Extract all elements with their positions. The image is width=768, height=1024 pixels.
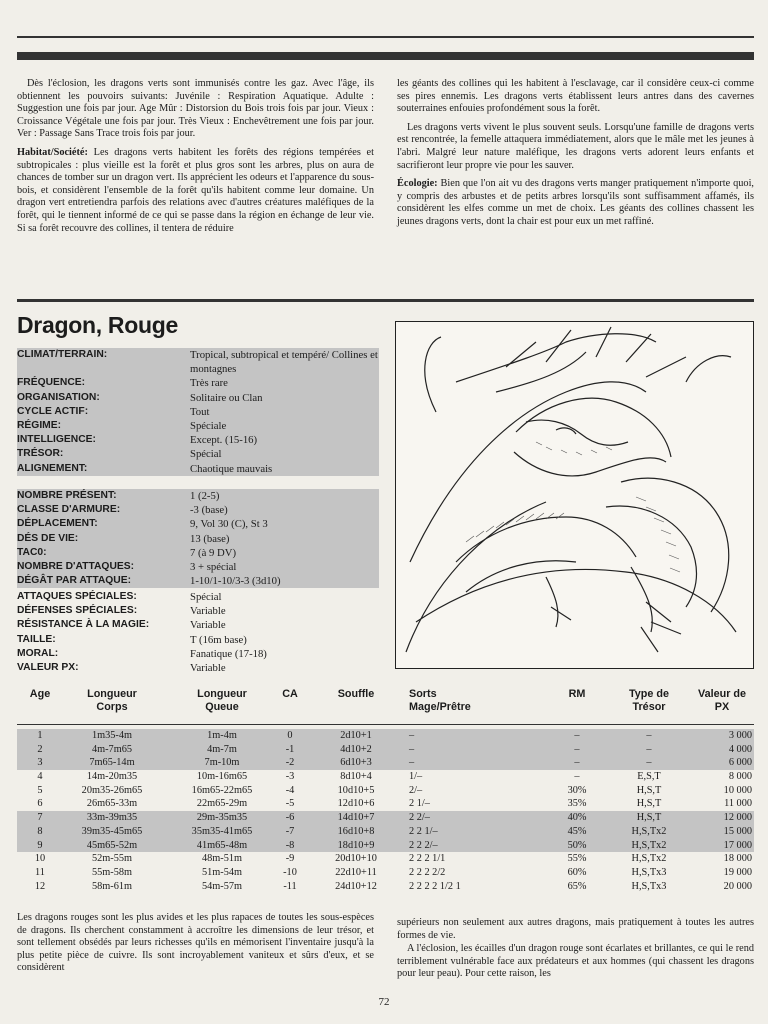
table-cell: 30% <box>567 784 587 796</box>
table-cell: H,S,T <box>636 812 662 824</box>
table-cell: 35% <box>567 798 587 810</box>
stat-label: INTELLIGENCE: <box>17 434 96 446</box>
table-cell: 39m35-45m65 <box>81 825 143 837</box>
table-cell: 11 <box>35 866 45 878</box>
col-sorts: Sorts Mage/Prêtre <box>409 688 471 713</box>
stat-row <box>17 503 379 517</box>
table-cell: 14m-20m35 <box>86 771 138 783</box>
stat-block-special <box>17 590 379 675</box>
paragraph-superieurs: supérieurs non seulement aux autres dragons, mais pratiquement à toutes les autres formes de vie. <box>397 917 754 941</box>
table-cell: 4d10+2 <box>340 743 372 755</box>
table-cell: H,S,Tx2 <box>631 853 667 865</box>
table-cell: 10 <box>34 853 46 865</box>
table-cell: – <box>409 743 415 755</box>
table-cell: 4m-7m <box>207 743 237 755</box>
table-cell: 16d10+8 <box>337 825 375 837</box>
stat-value: Variable <box>190 619 226 632</box>
table-cell: 4 000 <box>728 743 752 755</box>
table-cell: 2 2/– <box>409 812 430 824</box>
table-cell: E,S,T <box>637 771 661 783</box>
table-cell: H,S,Tx2 <box>631 825 667 837</box>
table-cell: 22d10+11 <box>335 866 377 878</box>
table-cell: -8 <box>285 839 295 851</box>
col-ca: CA <box>282 688 298 700</box>
table-cell: 2 1/– <box>409 798 430 810</box>
top-right-column <box>397 78 754 235</box>
table-cell: 58m-61m <box>91 880 133 892</box>
table-cell: 1/– <box>409 771 423 783</box>
stat-value: 1 (2-5) <box>190 490 220 502</box>
stat-label: RÉGIME: <box>17 420 62 432</box>
stat-value: T (16m base) <box>190 633 247 646</box>
table-cell: 12 <box>34 880 46 892</box>
table-cell: 7m65-14m <box>89 757 135 769</box>
stat-value: Except. (15-16) <box>190 434 258 447</box>
ecology-label: Écologie: <box>397 178 438 190</box>
table-row <box>17 743 754 757</box>
stat-label: CYCLE ACTIF: <box>17 405 89 417</box>
stat-label: CLIMAT/TERRAIN: <box>17 349 108 360</box>
section-rule <box>17 299 754 302</box>
table-cell: 5 <box>37 784 43 796</box>
table-cell: -2 <box>285 757 295 769</box>
paragraph-habitat <box>17 147 374 235</box>
stat-value: Spéciale <box>190 420 227 433</box>
table-cell: 35m35-41m65 <box>191 825 253 837</box>
stat-value: Variable <box>190 662 226 675</box>
table-cell: 8 <box>37 825 43 837</box>
table-cell: – <box>646 730 652 741</box>
table-header-rule <box>17 724 754 725</box>
table-cell: -5 <box>285 798 295 810</box>
table-cell: 18 000 <box>723 853 752 865</box>
table-cell: 6 000 <box>728 757 752 769</box>
table-cell: -3 <box>285 771 295 783</box>
table-cell: 7m-10m <box>204 757 240 769</box>
table-cell: 45m65-52m <box>86 839 138 851</box>
table-row <box>17 811 754 825</box>
stat-label: ALIGNEMENT: <box>17 462 88 474</box>
table-row <box>17 756 754 770</box>
stat-label: FRÉQUENCE: <box>17 377 86 389</box>
stat-row <box>17 447 379 461</box>
stat-value: Tout <box>190 405 210 418</box>
table-cell: 7 <box>37 812 43 824</box>
table-cell: 50% <box>567 839 587 851</box>
table-cell: -1 <box>285 743 295 755</box>
table-cell: 20d10+10 <box>335 853 377 865</box>
paragraph-eclosion: A l'éclosion, les écailles d'un dragon rouge sont écarlates et brillantes, ce qui le rend terriblement vulnérable face aux prédateurs et aux hommes (qui chassent les dragons pour leur peau). Pour cette raison, les <box>397 943 754 980</box>
stat-value: 9, Vol 30 (C), St 3 <box>190 518 268 531</box>
stat-value: Spécial <box>190 591 222 603</box>
paragraph-ecology <box>397 178 754 228</box>
table-cell: 26m65-33m <box>86 798 138 810</box>
table-cell: 55% <box>567 853 587 865</box>
table-cell: 2 2 2 2 1/2 1 <box>409 880 461 892</box>
stat-value: Solitaire ou Clan <box>190 391 263 404</box>
age-table-header <box>17 688 754 722</box>
paragraph-giants: les géants des collines qui les habitent à l'esclavage, car il considère ceux-ci comme ses pires ennemis. Les dragons verts établissent leurs antres dans des cavernes souterraines enfouies profondément sous la forêt. <box>397 78 754 115</box>
stat-row <box>17 376 379 390</box>
stat-label: DÉPLACEMENT: <box>17 518 98 530</box>
top-rule <box>17 36 754 38</box>
table-cell: H,S,Tx3 <box>631 880 667 892</box>
table-cell: 60% <box>567 866 587 878</box>
stat-row <box>17 517 379 531</box>
table-cell: 20 000 <box>723 880 752 892</box>
table-cell: 12 000 <box>723 812 752 824</box>
col-rm: RM <box>568 688 586 700</box>
table-cell: 2d10+1 <box>340 730 372 741</box>
table-cell: H,S,T <box>636 784 662 796</box>
stat-row <box>17 647 379 661</box>
table-cell: 54m-57m <box>201 880 243 892</box>
stat-row <box>17 348 379 376</box>
stat-label: VALEUR PX: <box>17 662 79 674</box>
table-row <box>17 784 754 798</box>
stat-row <box>17 560 379 574</box>
table-cell: 10 000 <box>723 784 752 796</box>
table-cell: -7 <box>285 825 295 837</box>
table-cell: -9 <box>285 853 295 865</box>
stat-label: MORAL: <box>17 647 59 659</box>
stat-label: ATTAQUES SPÉCIALES: <box>17 591 137 602</box>
age-table-body <box>17 729 754 893</box>
table-cell: 15 000 <box>723 825 752 837</box>
page-number: 72 <box>378 996 390 1008</box>
table-cell: 51m-54m <box>201 866 243 878</box>
table-cell: 18d10+9 <box>337 839 375 851</box>
table-cell: 17 000 <box>723 839 752 851</box>
stat-block-general <box>17 348 379 476</box>
page-title: Dragon, Rouge <box>17 312 178 338</box>
stat-label: DÉGÂT PAR ATTAQUE: <box>17 575 132 587</box>
table-cell: 14d10+7 <box>337 812 375 824</box>
paragraph-family: Les dragons verts vivent le plus souvent seuls. Lorsqu'une famille de dragons verts est rencontrée, la femelle attaquera immédiatement, alors que le mâle met les jeunes à l'abri. Malgré leur nature maléfique, les dragons verts adorent leurs enfants et sacrifieront leur propre vie pour les sauver. <box>397 121 754 171</box>
col-age: Age <box>29 688 51 700</box>
table-cell: 2 2 1/– <box>409 825 438 837</box>
stat-label: DÉS DE VIE: <box>17 532 79 544</box>
table-cell: 45% <box>567 825 587 837</box>
stat-value: 13 (base) <box>190 532 230 545</box>
stat-row <box>17 391 379 405</box>
stat-row <box>17 590 379 604</box>
habitat-label: Habitat/Société: <box>17 146 88 158</box>
ecology-text: Bien que l'on ait vu des dragons verts manger pratiquement n'importe quoi, y compris des arbustes et de petits arbres lorsqu'ils sont suffisamment affamés, ils considèrent les elfes comme un met de choix. Les géants des collines chassent les jeunes dragons verts, dont la chair est pour eux un met raffiné. <box>397 178 754 227</box>
table-cell: H,S,Tx3 <box>631 866 667 878</box>
table-cell: -4 <box>285 784 295 796</box>
stat-value: Fanatique (17-18) <box>190 647 267 660</box>
stat-row <box>17 618 379 632</box>
table-cell: 1m-4m <box>207 730 237 741</box>
table-cell: 20m35-26m65 <box>81 784 143 796</box>
stat-row <box>17 604 379 618</box>
table-cell: 6 <box>37 798 43 810</box>
table-row <box>17 825 754 839</box>
table-cell: 8 000 <box>728 771 752 783</box>
table-cell: 3 000 <box>728 730 752 741</box>
table-row <box>17 770 754 784</box>
table-row <box>17 839 754 853</box>
stat-row <box>17 546 379 560</box>
table-cell: 4 <box>37 771 43 783</box>
table-cell: – <box>574 757 580 769</box>
table-cell: 24d10+12 <box>335 880 377 892</box>
table-cell: 0 <box>287 730 293 741</box>
table-cell: 2 2 2 1/1 <box>409 853 446 865</box>
stat-row <box>17 661 379 675</box>
table-row <box>17 797 754 811</box>
stat-label: CLASSE D'ARMURE: <box>17 504 121 516</box>
table-cell: 33m-39m35 <box>86 812 138 824</box>
table-cell: 65% <box>567 880 587 892</box>
stat-row <box>17 462 379 476</box>
table-cell: 2/– <box>409 784 423 796</box>
stat-row <box>17 633 379 647</box>
stat-label: RÉSISTANCE À LA MAGIE: <box>17 619 150 631</box>
table-cell: – <box>409 730 415 741</box>
table-cell: 19 000 <box>723 866 752 878</box>
stat-value: 3 + spécial <box>190 561 237 574</box>
stat-label: NOMBRE PRÉSENT: <box>17 490 117 501</box>
stat-row <box>17 419 379 433</box>
col-souffle: Souffle <box>337 688 375 700</box>
stat-value: Variable <box>190 605 226 618</box>
table-cell: – <box>574 743 580 755</box>
stat-label: TRÉSOR: <box>17 448 64 460</box>
col-longueur-corps: Longueur Corps <box>87 688 137 713</box>
table-cell: 8d10+4 <box>340 771 372 783</box>
paragraph-powers: Dès l'éclosion, les dragons verts sont immunisés contre les gaz. Avec l'âge, ils obtiennent les pouvoirs suivants: Juvénile : Respiration Aquatique. Adulte : Suggestion une fois par jour. Age Mûr : Distorsion du Bois trois fois par jour. Vieux : Croissance Végétale une fois par jour. Très Vieux : Enchevêtrement une fois par jour. Ver : Passage Sans Trace trois fois par jour. <box>17 78 374 140</box>
stat-label: NOMBRE D'ATTAQUES: <box>17 561 135 573</box>
table-cell: 4m-7m65 <box>91 743 133 755</box>
stat-label: TAILLE: <box>17 633 56 645</box>
stat-row <box>17 433 379 447</box>
stat-row <box>17 489 379 503</box>
stat-label: ORGANISATION: <box>17 391 100 403</box>
top-thick-rule <box>17 52 754 60</box>
table-cell: – <box>646 757 652 769</box>
top-left-column <box>17 78 374 241</box>
table-row <box>17 852 754 866</box>
table-cell: 9 <box>37 839 43 851</box>
bottom-right-column <box>397 917 754 987</box>
table-cell: 2 <box>37 743 43 755</box>
table-cell: 16m65-22m65 <box>191 784 253 796</box>
table-cell: 48m-51m <box>201 853 243 865</box>
table-cell: 22m65-29m <box>196 798 248 810</box>
table-row <box>17 866 754 880</box>
stat-value: Très rare <box>190 377 228 390</box>
table-row <box>17 880 754 894</box>
table-cell: – <box>574 730 580 741</box>
table-row <box>17 729 754 743</box>
stat-value: Chaotique mauvais <box>190 462 273 475</box>
col-px: Valeur de PX <box>697 688 746 713</box>
stat-row <box>17 574 379 588</box>
stat-block-combat <box>17 489 379 588</box>
habitat-text: Les dragons verts habitent les forêts des régions tempérées et subtropicales : plus vieille est la forêt et plus gros sont les arbres, plus on aura de chances de tomber sur un dragon vert. Ils apprécient les odeurs et l'apparence du sous-bois, et considèrent l'ensemble de la forêt qu'ils habitent comme leur domaine. Un dragon vert entretiendra parfois des relations avec d'autres créatures maléfiques de la forêt, qui le tiennent informé de ce qui se passe dans la région en échange de leur vie. Si sa forêt recouvre des collines, il tentera de réduire <box>17 146 374 234</box>
table-cell: 52m-55m <box>91 853 133 865</box>
table-cell: 10d10+5 <box>337 784 375 796</box>
table-cell: 12d10+6 <box>337 798 375 810</box>
col-longueur-queue: Longueur Queue <box>197 688 247 713</box>
stat-value: Spécial <box>190 448 222 461</box>
table-cell: 1 <box>37 730 43 741</box>
stat-value: 1-10/1-10/3-3 (3d10) <box>190 575 281 588</box>
table-cell: – <box>409 757 415 769</box>
table-cell: -10 <box>283 866 297 878</box>
col-tresor: Type de Trésor <box>629 688 669 713</box>
table-cell: 55m-58m <box>91 866 133 878</box>
bottom-left-column <box>17 912 374 981</box>
table-cell: 6d10+3 <box>340 757 372 769</box>
paragraph-rouges: Les dragons rouges sont les plus avides et les plus rapaces de toutes les sous-espèces de dragons. Ils cherchent constamment à accroître les dimensions de leur trésor, et sont tellement obsédés par leurs richesses qu'ils en mémorisent l'inventaire jusqu'à la plus petite pièce de cuivre. Ils sont incroyablement vaniteux et sûrs d'eux, et se considèrent <box>17 912 374 974</box>
table-cell: 11 000 <box>724 798 752 810</box>
table-cell: 29m-35m35 <box>196 812 248 824</box>
table-cell: – <box>646 743 652 755</box>
stat-value: -3 (base) <box>190 504 228 517</box>
table-cell: 1m35-4m <box>91 730 133 741</box>
table-cell: 2 2 2/– <box>409 839 438 851</box>
table-cell: 2 2 2 2/2 <box>409 866 446 878</box>
red-dragon-illustration <box>395 321 754 669</box>
stat-label: TAC0: <box>17 546 47 558</box>
table-cell: -6 <box>285 812 295 824</box>
stat-value: Tropical, subtropical et tempéré/ Collines et montagnes <box>190 349 378 376</box>
table-cell: – <box>574 771 580 783</box>
table-cell: -11 <box>283 880 297 892</box>
stat-value: 7 (à 9 DV) <box>190 546 237 559</box>
table-cell: 40% <box>567 812 587 824</box>
table-cell: 10m-16m65 <box>196 771 248 783</box>
stat-label: DÉFENSES SPÉCIALES: <box>17 605 138 617</box>
table-cell: 3 <box>37 757 43 769</box>
table-cell: H,S,T <box>636 798 662 810</box>
table-cell: H,S,Tx2 <box>631 839 667 851</box>
stat-row <box>17 532 379 546</box>
table-cell: 41m65-48m <box>196 839 248 851</box>
stat-row <box>17 405 379 419</box>
dragon-drawing <box>396 322 753 668</box>
